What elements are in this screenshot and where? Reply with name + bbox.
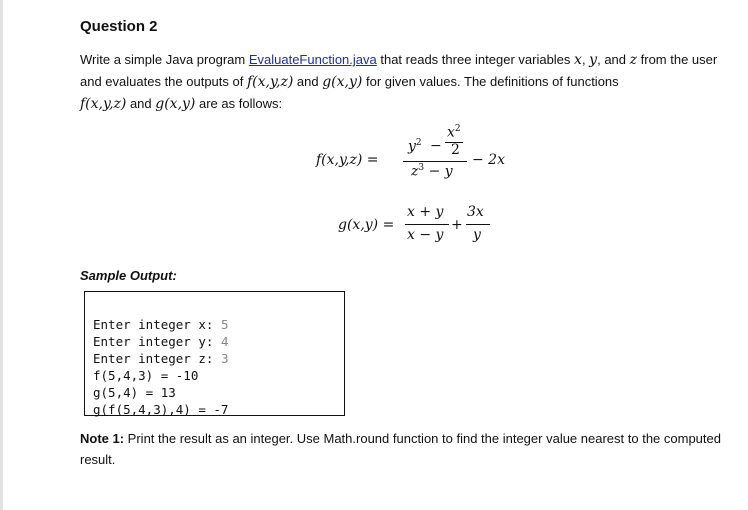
formula-g-frac2-num: 3x [467,204,484,220]
console-line: Enter integer z: 3 [93,351,229,366]
question-description [80,49,742,115]
console-input-value: 3 [220,351,229,366]
formula-f-lhs: f(x,y,z) = [316,152,379,168]
formula-f-frac-line [403,161,467,162]
formula-g-lhs: g(x,y) = [338,217,395,233]
and-text-2: and [293,74,323,89]
console-input-value: 5 [220,317,229,332]
console-line: Enter integer y: 4 [93,334,229,349]
var-y: y [589,52,598,68]
formula-g-frac2-line [466,224,490,225]
left-edge-divider [0,0,3,510]
sample-output-label: Sample Output: [80,268,177,283]
and-text-3: and [126,96,156,111]
formula-f-num-x: $x^2$ [447,124,461,141]
formula-g-frac1-line [405,224,449,225]
console-line: f(5,4,3) = -10 [93,368,199,383]
sample-output-console [84,291,345,416]
f-xyz-ref-2: f(x,y,z) [80,96,127,112]
comma-text: , [581,52,590,67]
note-paragraph [80,428,742,470]
formula-f-tail: − 2x [472,152,505,168]
console-input-value: 4 [220,334,229,349]
var-z: z [629,52,638,68]
intro-text-5: are as follows: [195,96,283,111]
g-xy-ref: g(x,y) [322,74,363,90]
formula-f-num-minus: − [430,138,442,154]
file-name-link[interactable]: EvaluateFunction.java [248,52,377,67]
formula-f-num-two: 2 [451,142,460,158]
g-xy-ref-2: g(x,y) [155,96,196,112]
formula-g-frac1-num: x + y [407,204,444,220]
intro-text-3: from the user and evaluates the outputs of [80,52,718,89]
note-text: Print the result as an integer. Use Math.round function to find the integer value nearest to the computed result. [80,431,721,467]
f-xyz-ref: f(x,y,z) [246,74,294,90]
formula-f-num-y: $y^2$ [408,138,422,155]
question-title: Question 2 [80,18,158,35]
and-text: , and [597,52,630,67]
note-label: Note 1: [80,431,125,446]
intro-text-2: that reads three integer variables [376,52,575,67]
intro-text-1: Write a simple Java program [80,52,249,67]
var-x: x [574,52,582,68]
intro-text-4: for given values. The definitions of functions [362,74,619,89]
formula-f-den: $z^3 - y$ [411,163,453,180]
formula-g-frac2-den: y [473,227,481,243]
console-line: Enter integer x: 5 [93,317,229,332]
formula-g-frac1-den: x − y [407,227,444,243]
console-line: g(f(5,4,3),4) = -7 [93,402,229,417]
console-line: g(5,4) = 13 [93,385,176,400]
formula-g-plus: + [451,217,463,233]
